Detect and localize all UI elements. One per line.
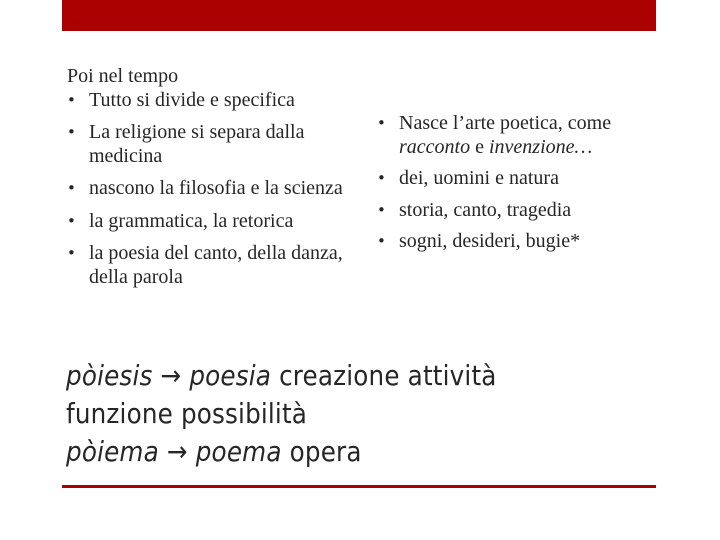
arrow-icon: → xyxy=(166,435,188,468)
bullet-icon: • xyxy=(377,114,386,132)
bullet-icon: • xyxy=(377,200,386,219)
list-item: • La religione si separa dalla medicina xyxy=(67,121,305,167)
header-bar xyxy=(62,0,656,31)
left-column xyxy=(67,65,357,298)
etymology-block xyxy=(66,357,594,471)
list-item: • la poesia del canto, della danza, della parola xyxy=(67,242,343,288)
etymology-line-2: pòiema → poema opera xyxy=(66,435,362,468)
right-bullet-list xyxy=(377,112,667,254)
left-bullet-list xyxy=(67,89,357,290)
list-item: • dei, uomini e natura xyxy=(377,167,559,189)
list-item: • sogni, desideri, bugie* xyxy=(377,230,581,252)
list-item: • Nasce l’arte poetica, come racconto e invenzione… xyxy=(377,112,612,158)
list-item: • Tutto si divide e specifica xyxy=(67,88,295,111)
divider-line xyxy=(62,485,656,488)
bullet-icon: • xyxy=(67,211,76,230)
italic-term: invenzione… xyxy=(488,135,593,158)
etymology-line-1: pòiesis → poesia creazione attività funzione possibilità xyxy=(66,359,497,430)
bullet-icon: • xyxy=(67,244,76,262)
bullet-icon: • xyxy=(67,179,76,197)
right-column xyxy=(377,112,667,262)
bullet-icon: • xyxy=(377,169,386,187)
italic-term: racconto xyxy=(399,135,471,158)
list-item: • la grammatica, la retorica xyxy=(67,209,294,232)
list-item: • storia, canto, tragedia xyxy=(377,198,572,221)
list-item: • nascono la filosofia e la scienza xyxy=(67,177,343,199)
bullet-icon: • xyxy=(67,123,76,141)
arrow-icon: → xyxy=(160,359,182,392)
left-intro: Poi nel tempo xyxy=(67,65,179,87)
bullet-icon: • xyxy=(377,232,386,250)
bullet-icon: • xyxy=(67,90,76,109)
